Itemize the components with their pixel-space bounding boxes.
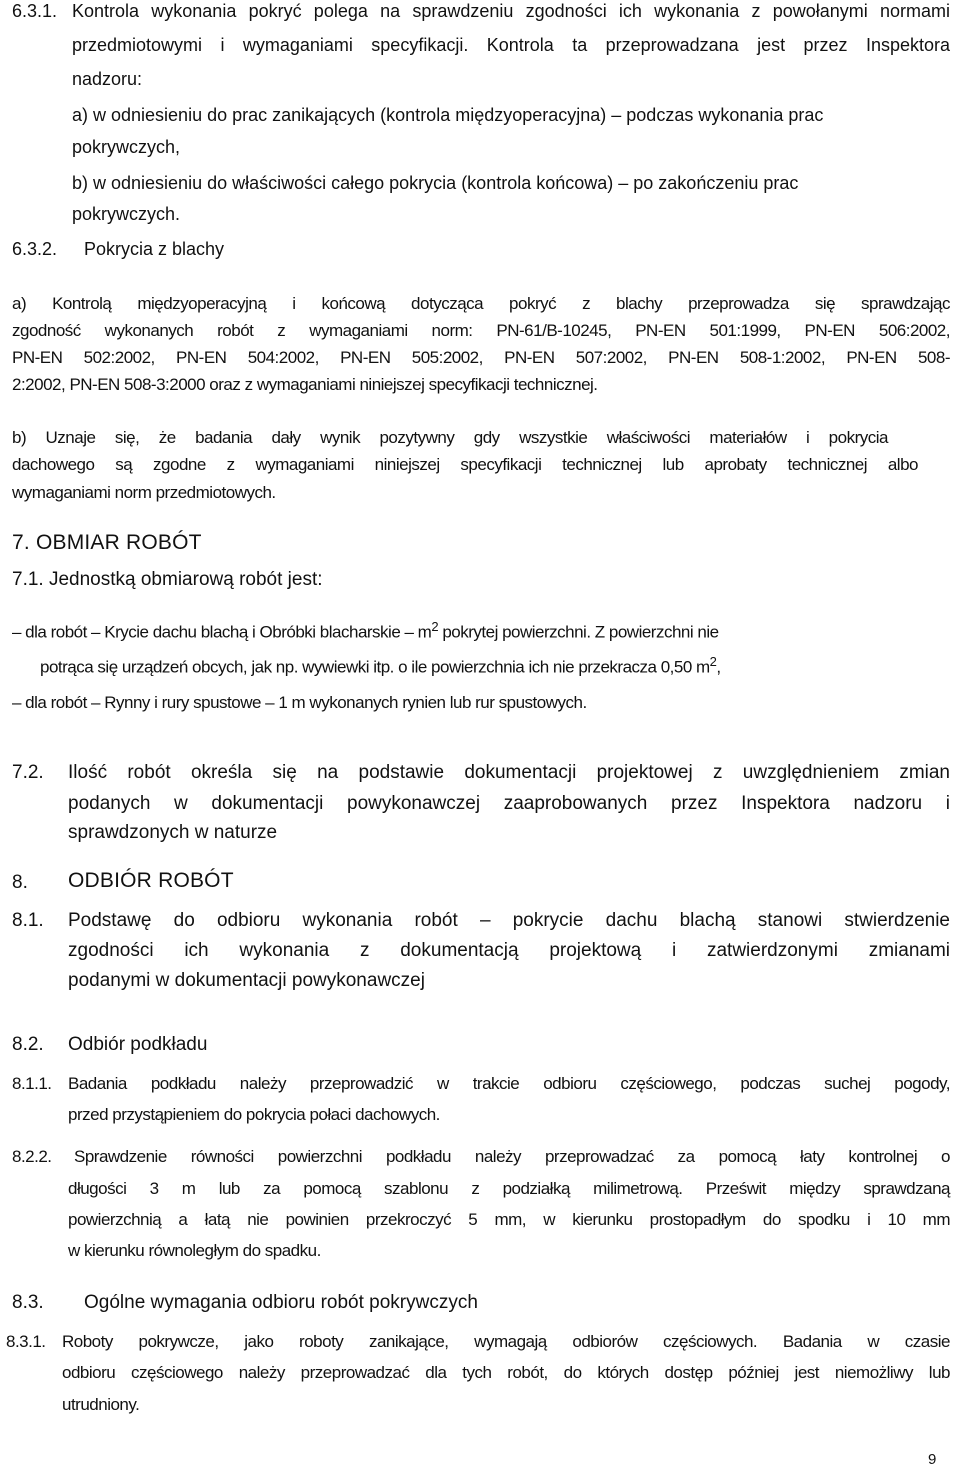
section-6-3-1-item-a-line-2: pokrywczych, bbox=[72, 137, 181, 157]
section-6-3-2-item-a-line-2: zgodność wykonanych robót z wymaganiami norm: PN-61/B-10245, PN-EN 501:1999, PN-EN 506:2002, bbox=[12, 321, 950, 340]
section-8-1-line-1: Podstawę do odbioru wykonania robót – pokrycie dachu blachą stanowi stwierdzenie bbox=[68, 910, 950, 931]
section-6-3-1-line-1: Kontrola wykonania pokryć polega na sprawdzeniu zgodności ich wykonania z powołanymi normami bbox=[72, 1, 950, 21]
section-8-1-1-number: 8.1.1. bbox=[12, 1074, 52, 1093]
section-8-2-2-line-2: długości 3 m lub za pomocą szablonu z podziałką milimetrową. Prześwit między sprawdzaną bbox=[68, 1179, 950, 1198]
section-6-3-2-item-b-line-3: wymaganiami norm przedmiotowych. bbox=[12, 483, 276, 502]
section-7-1-item-2: – dla robót – Rynny i rury spustowe – 1 m wykonanych rynien lub rur spustowych. bbox=[12, 693, 587, 712]
section-6-3-2-item-b-line-1: b) Uznaje się, że badania dały wynik pozytywny gdy wszystkie właściwości materiałów i pokrycia bbox=[12, 428, 888, 447]
section-8-2-number: 8.2. bbox=[12, 1034, 44, 1055]
section-6-3-2-item-a-line-4: 2:2002, PN-EN 508-3:2000 oraz z wymaganiami niniejszej specyfikacji technicznej. bbox=[12, 375, 598, 394]
section-6-3-2-item-a-line-3: PN-EN 502:2002, PN-EN 504:2002, PN-EN 505:2002, PN-EN 507:2002, PN-EN 508-1:2002, PN-EN 508- bbox=[12, 348, 950, 367]
section-8-1-line-2: zgodności ich wykonania z dokumentacją projektową i zatwierdzonymi zmianami bbox=[68, 940, 950, 961]
section-6-3-2-item-a-line-1: a) Kontrolą międzyoperacyjną i końcową dotycząca pokryć z blachy przeprowadza się sprawdzając bbox=[12, 294, 950, 313]
section-6-3-1-line-2: przedmiotowymi i wymaganiami specyfikacji. Kontrola ta przeprowadzana jest przez Inspektora bbox=[72, 35, 950, 55]
section-8-heading: ODBIÓR ROBÓT bbox=[68, 869, 234, 892]
section-8-3-number: 8.3. bbox=[12, 1292, 44, 1313]
section-8-3-1-line-1: Roboty pokrywcze, jako roboty zanikające, wymagają odbiorów częściowych. Badania w czasie bbox=[62, 1332, 950, 1351]
page-number: 9 bbox=[928, 1451, 937, 1468]
section-8-3-1-line-2: odbioru częściowego należy przeprowadzać dla tych robót, do których dostęp później jest niemożliwy lub bbox=[62, 1363, 950, 1382]
section-7-2-line-1: Ilość robót określa się na podstawie dokumentacji projektowej z uwzględnieniem zmian bbox=[68, 762, 950, 783]
section-8-2-2-line-4: w kierunku równoległym do spadku. bbox=[68, 1241, 321, 1260]
section-6-3-1-item-b-line-1: b) w odniesieniu do właściwości całego pokrycia (kontrola końcowa) – po zakończeniu prac bbox=[72, 173, 799, 193]
section-7-1-item-1-line-2: potrąca się urządzeń obcych, jak np. wywiewki itp. o ile powierzchnia ich nie przekracza 0,50 $m^2$, bbox=[40, 654, 721, 677]
section-8-1-number: 8.1. bbox=[12, 910, 44, 931]
section-8-number: 8. bbox=[12, 872, 28, 893]
section-8-2-2-line-1: Sprawdzenie równości powierzchni podkładu należy przeprowadzać za pomocą łaty kontrolnej o bbox=[74, 1147, 950, 1166]
section-6-3-2-title: Pokrycia z blachy bbox=[84, 239, 225, 259]
section-7-heading: 7. OBMIAR ROBÓT bbox=[12, 531, 202, 554]
section-8-3-1-line-3: utrudniony. bbox=[62, 1395, 140, 1414]
section-8-1-line-3: podanymi w dokumentacji powykonawczej bbox=[68, 970, 425, 991]
section-6-3-2-number: 6.3.2. bbox=[12, 239, 58, 259]
section-6-3-1-number: 6.3.1. bbox=[12, 1, 58, 21]
section-6-3-1-line-3: nadzoru: bbox=[72, 69, 143, 89]
section-6-3-2-item-b-line-2: dachowego są zgodne z wymaganiami niniejszej specyfikacji technicznej lub aprobaty technicznej albo bbox=[12, 455, 918, 474]
section-7-1-item-1-line-1: – dla robót – Krycie dachu blachą i Obróbki blacharskie – $m^2$ pokrytej powierzchni. Z powierzchni nie bbox=[12, 619, 719, 642]
section-8-2-title: Odbiór podkładu bbox=[68, 1034, 208, 1055]
section-8-1-1-line-1: Badania podkładu należy przeprowadzić w trakcie odbioru częściowego, podczas suchej pogody, bbox=[68, 1074, 950, 1093]
section-8-3-1-number: 8.3.1. bbox=[6, 1332, 46, 1351]
section-7-2-line-2: podanych w dokumentacji powykonawczej zaaprobowanych przez Inspektora nadzoru i bbox=[68, 793, 950, 814]
section-8-2-2-line-3: powierzchnią a łatą nie powinien przekroczyć 5 mm, w kierunku prostopadłym do spodku i 10 mm bbox=[68, 1210, 950, 1229]
section-8-2-2-number: 8.2.2. bbox=[12, 1147, 52, 1166]
section-8-1-1-line-2: przed przystąpieniem do pokrycia połaci dachowych. bbox=[68, 1105, 440, 1124]
section-7-1-title: 7.1. Jednostką obmiarową robót jest: bbox=[12, 569, 323, 590]
section-6-3-1-item-b-line-2: pokrywczych. bbox=[72, 204, 181, 224]
section-6-3-1-item-a-line-1: a) w odniesieniu do prac zanikających (kontrola międzyoperacyjna) – podczas wykonania prac bbox=[72, 105, 824, 125]
section-8-3-title: Ogólne wymagania odbioru robót pokrywczych bbox=[84, 1292, 478, 1313]
section-7-2-number: 7.2. bbox=[12, 762, 44, 783]
section-7-2-line-3: sprawdzonych w naturze bbox=[68, 822, 278, 843]
